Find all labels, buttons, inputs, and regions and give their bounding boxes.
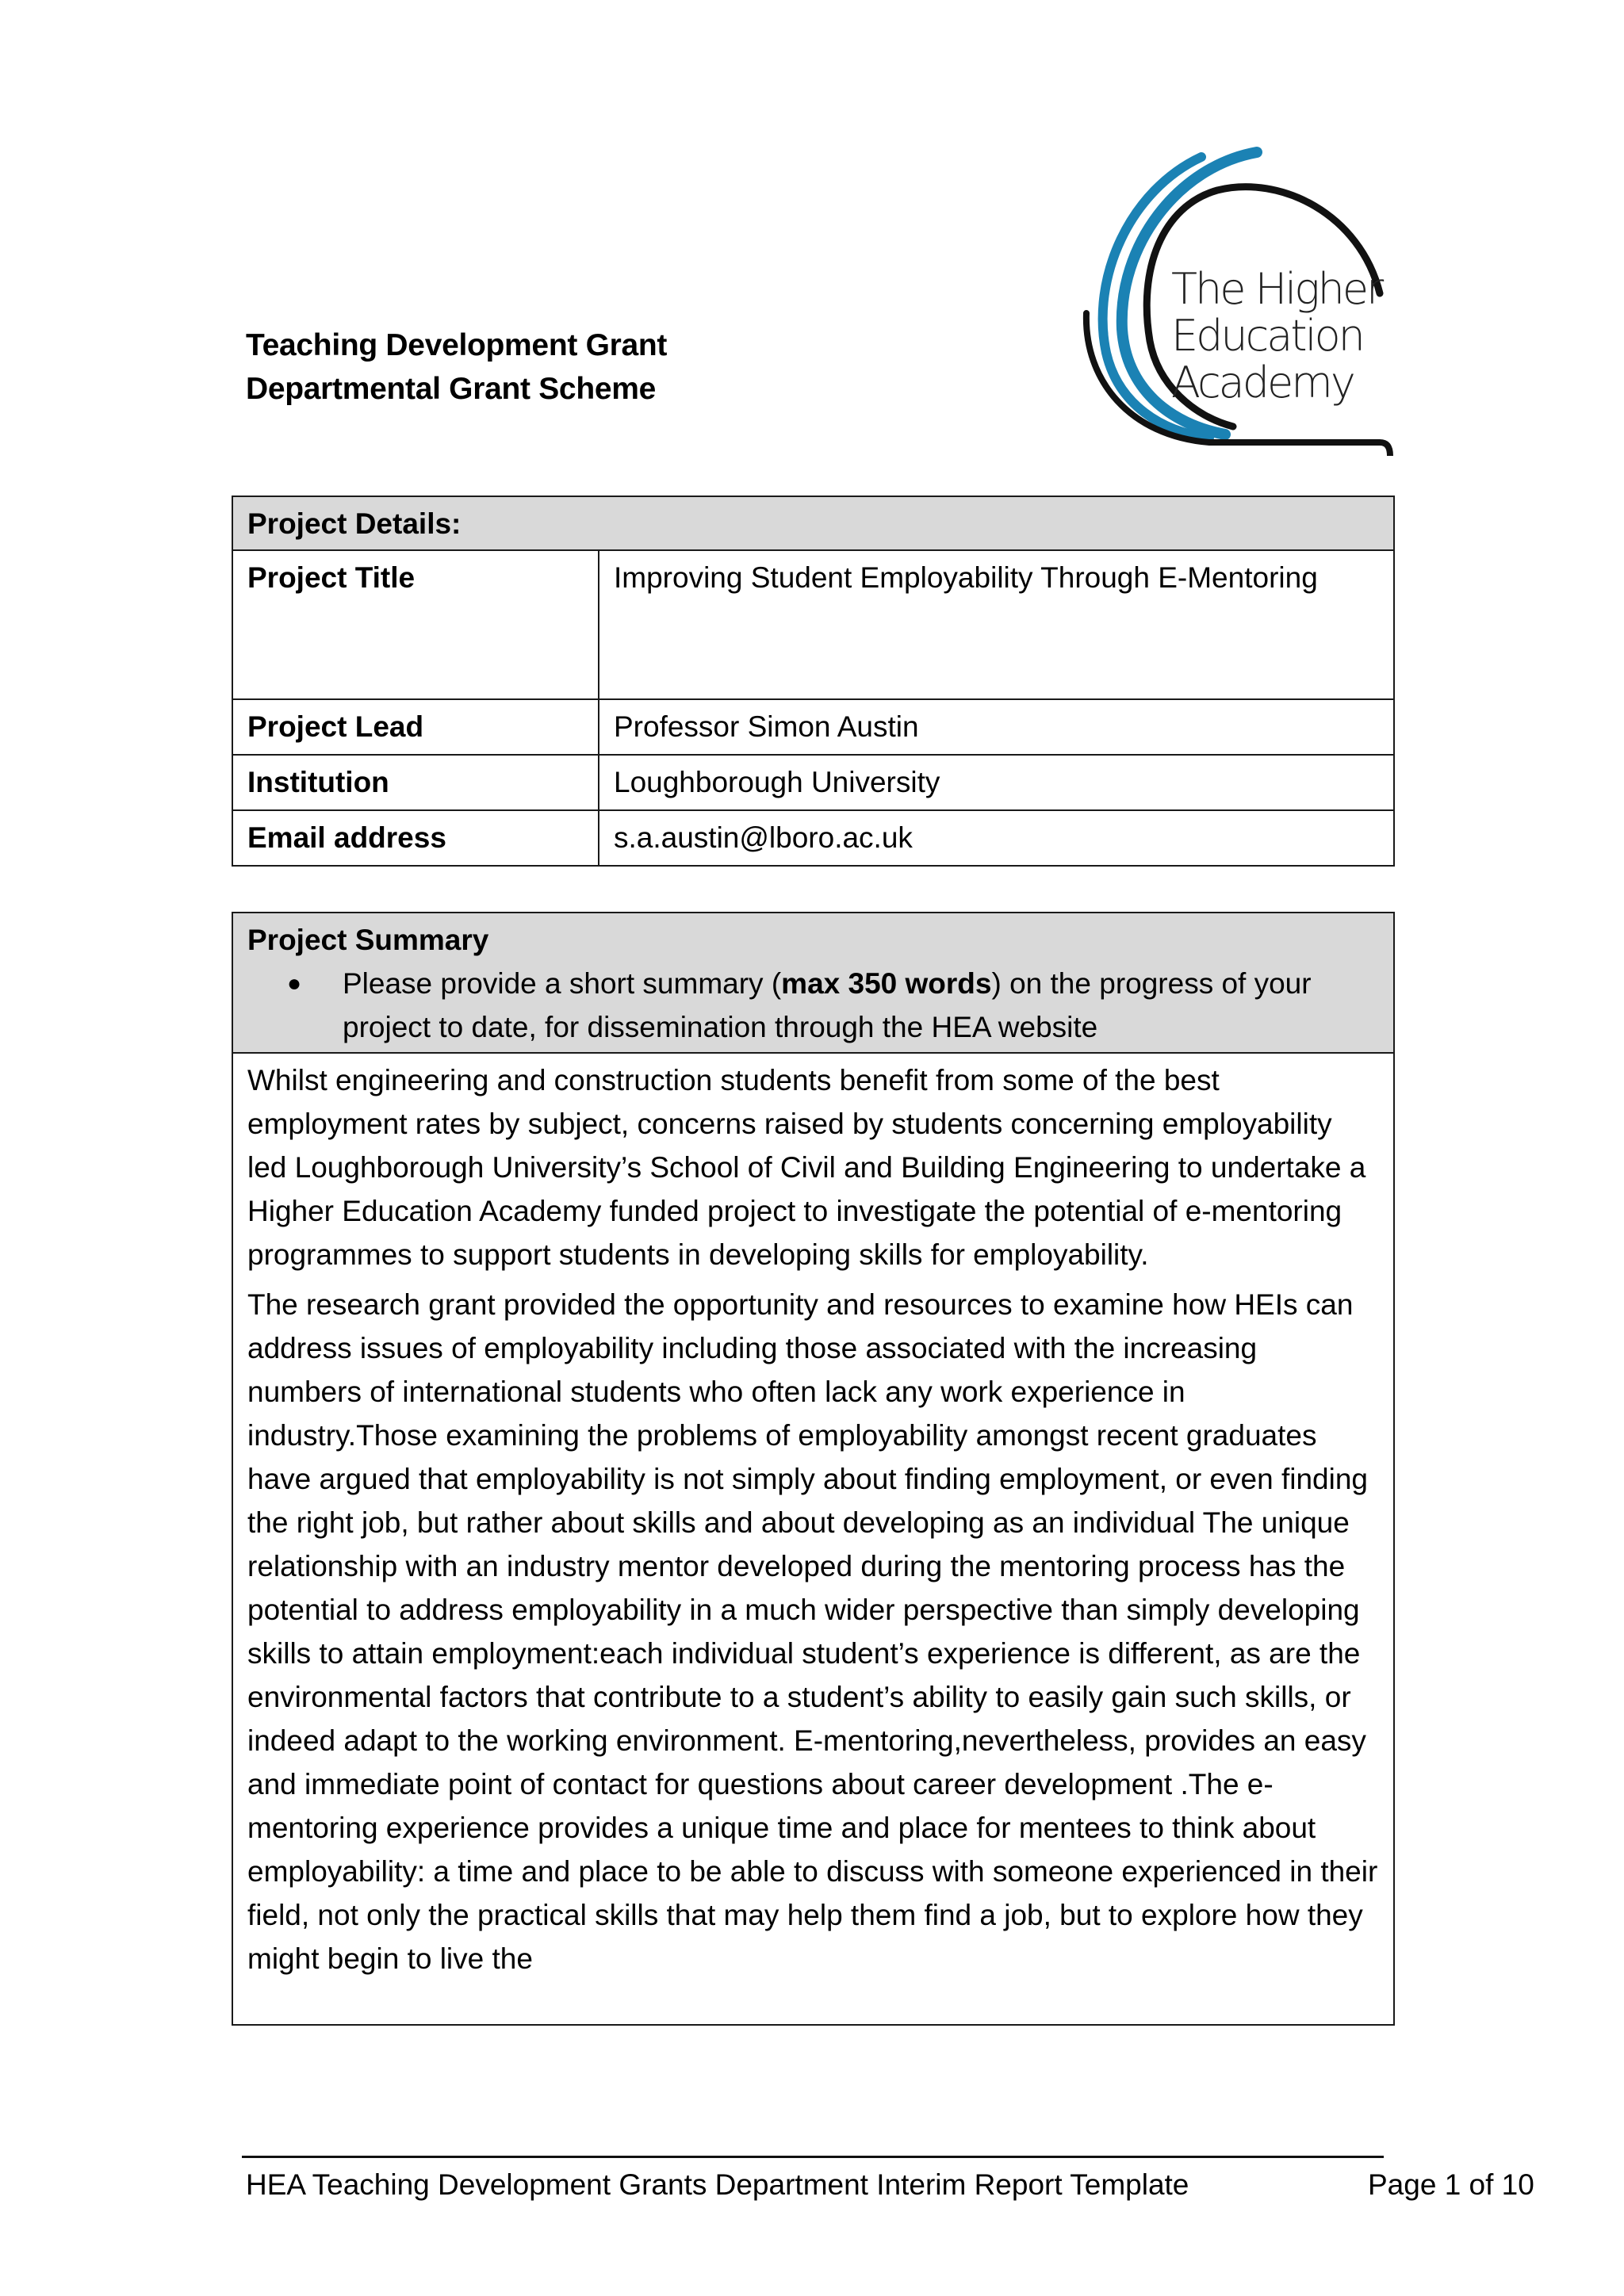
summary-instruction bbox=[247, 962, 1379, 1049]
logo-line-2: Education bbox=[1171, 311, 1363, 361]
project-summary-title: Project Summary bbox=[247, 924, 489, 956]
table-row bbox=[232, 699, 1394, 755]
instruction-post: ) on the progress of your project to date, for dissemination through the HEA website bbox=[343, 967, 1312, 1043]
logo-text bbox=[1171, 266, 1381, 406]
logo-line-3: Academy bbox=[1171, 358, 1354, 408]
logo-line-1: The Higher bbox=[1171, 264, 1382, 314]
project-summary-table bbox=[232, 912, 1395, 2026]
bullet-icon: ● bbox=[287, 970, 302, 997]
table-row bbox=[232, 810, 1394, 866]
table-row bbox=[232, 755, 1394, 810]
instruction-pre: Please provide a short summary ( bbox=[343, 967, 782, 1000]
email-value: s.a.austin@lboro.ac.uk bbox=[599, 810, 1394, 866]
project-title-value: Improving Student Employability Through E-Mentoring bbox=[599, 550, 1394, 699]
instruction-text bbox=[343, 962, 1379, 1049]
project-summary-body bbox=[232, 1053, 1394, 2025]
footer-text: HEA Teaching Development Grants Department Interim Report Template bbox=[246, 2168, 1189, 2201]
summary-paragraph-1: Whilst engineering and construction students benefit from some of the best employment rates by subject, concerns raised by students concerning employability led Loughborough University’s School of Civil and Building Engineering to undertake a Higher Education Academy funded project to investigate the potential of e-mentoring programmes to support students in developing skills for employability. bbox=[247, 1064, 1366, 1271]
project-title-label: Project Title bbox=[232, 550, 599, 699]
hea-logo bbox=[1074, 143, 1400, 456]
project-details-header: Project Details: bbox=[232, 496, 1394, 550]
page-number: Page 1 of 10 bbox=[1368, 2168, 1534, 2201]
institution-value: Loughborough University bbox=[599, 755, 1394, 810]
project-details-table bbox=[232, 496, 1395, 867]
document-title bbox=[246, 323, 667, 411]
project-lead-value: Professor Simon Austin bbox=[599, 699, 1394, 755]
project-summary-header bbox=[232, 913, 1394, 1053]
summary-paragraph-2: The research grant provided the opportunity and resources to examine how HEIs can address issues of employability including those associated with the increasing numbers of international students who often lack any work experience in industry.Those examining the problems of employability amongst recent graduates have argued that employability is not simply about finding employment, or even finding the right job, but rather about skills and about developing as an individual The unique relationship with an industry mentor developed during the mentoring process has the potential to address employability in a much wider perspective than simply developing skills to attain employment:each individual student’s experience is different, as are the environmental factors that contribute to a student’s ability to easily gain such skills, or indeed adapt to the working environment. E-mentoring,nevertheless, provides an easy and immediate point of contact for questions about career development .The e-mentoring experience provides a unique time and place for mentees to think about employability: a time and place to be able to discuss with someone experienced in their field, not only the practical skills that may help them find a job, but to explore how they might begin to live the bbox=[247, 1288, 1378, 1975]
footer-divider bbox=[242, 2156, 1384, 2158]
institution-label: Institution bbox=[232, 755, 599, 810]
table-row bbox=[232, 550, 1394, 699]
title-line-1: Teaching Development Grant bbox=[246, 328, 668, 362]
instruction-bold: max 350 words bbox=[781, 967, 992, 1000]
email-label: Email address bbox=[232, 810, 599, 866]
project-lead-label: Project Lead bbox=[232, 699, 599, 755]
title-line-2: Departmental Grant Scheme bbox=[246, 372, 657, 406]
